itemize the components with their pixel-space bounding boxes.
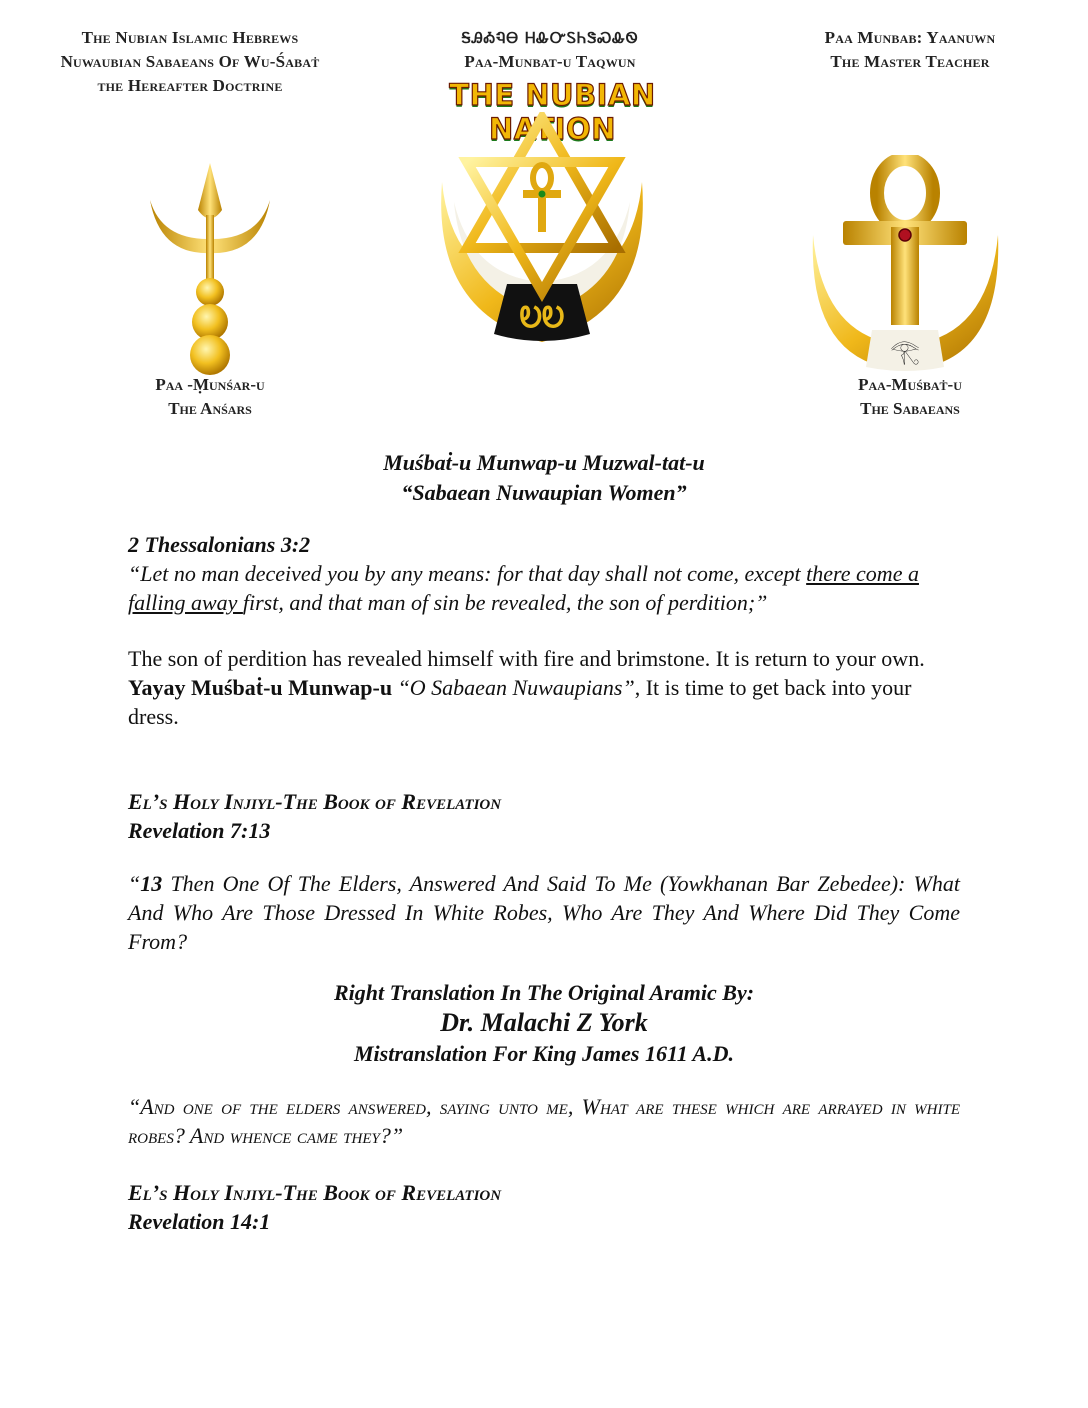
verse-number: 13 xyxy=(140,871,163,896)
translation-credit xyxy=(128,978,960,1068)
translation-credit-line1: Right Translation In The Original Aramic By: xyxy=(333,980,755,1005)
scripture-revelation-heading xyxy=(128,787,960,845)
book-title: El’s Holy Injiyl-The Book of Revelation xyxy=(128,789,502,814)
kjv-quote-text: “And one of the elders answered, saying unto me, What are these which are arrayed in white robes? And whence came they?” xyxy=(128,1094,960,1148)
header-right-line1: Paa Munbab: Yaanuwn xyxy=(824,28,996,47)
scripture-quote xyxy=(128,559,960,617)
kjv-quote xyxy=(128,1092,960,1150)
sabaean-caption-line1: Paa-Muśbaṫ-u xyxy=(858,375,962,394)
nation-title-logo: THE NUBIAN NATION xyxy=(449,78,656,146)
svg-text:𓂀: 𓂀 xyxy=(890,337,920,365)
document-title-line1: Muśbaṫ-u Munwap-u Muzwal-tat-u xyxy=(383,450,705,475)
translation-credit-line3: Mistranslation For King James 1611 A.D. xyxy=(353,1041,734,1066)
commentary-call-rest: , It is time to get back into your dress. xyxy=(128,675,912,729)
sabaean-ankh-emblem-icon xyxy=(808,155,1003,375)
header-right xyxy=(780,26,1040,74)
quote-part-b: first, and that man of sin be revealed, the son of perdition;” xyxy=(242,590,768,615)
nubian-nation-star-emblem-icon xyxy=(432,112,652,352)
header-center-line1: Paa-Munbat-u Taqwun xyxy=(464,52,636,71)
translation-credit-author: Dr. Malachi Z York xyxy=(440,1008,648,1037)
header-right-line2: The Master Teacher xyxy=(830,52,990,71)
sabaean-caption-line2: The Sabaeans xyxy=(860,399,960,418)
revelation-verse-text xyxy=(128,869,960,956)
sabaean-caption xyxy=(810,373,1010,421)
verse-body: Then One Of The Elders, Answered And Said To Me (Yowkhanan Bar Zebedee): What And Who Are Those Dressed In White Robes, Who Are They And Where Did They Come From? xyxy=(128,871,960,954)
document-title-line2: “Sabaean Nuwaupian Women” xyxy=(401,480,687,505)
scripture-reference: Revelation 14:1 xyxy=(128,1209,271,1234)
verse-open-quote: “ xyxy=(128,871,141,896)
commentary-call xyxy=(128,673,960,731)
book-title: El’s Holy Injiyl-The Book of Revelation xyxy=(128,1180,502,1205)
header-center xyxy=(400,26,700,74)
commentary xyxy=(128,644,960,731)
header-left-line3: the Hereafter Doctrine xyxy=(97,76,283,95)
header-center-script: ᎦᎯᎣᏄᎾ ᎻᎲᏅᏚᏂᏕᏍᎲᏫ xyxy=(461,29,639,47)
quote-underlined: there come a falling away xyxy=(128,561,919,615)
header-left xyxy=(30,26,350,98)
scripture-reference: 2 Thessalonians 3:2 xyxy=(128,532,311,557)
ansar-caption-line2: The Anśars xyxy=(168,399,252,418)
svg-text:ᎧᎧ: ᎧᎧ xyxy=(519,301,565,334)
scripture-reference: Revelation 7:13 xyxy=(128,818,271,843)
ansar-caption-line1: Paa -Ṃunśar-u xyxy=(155,375,265,394)
ansar-caption xyxy=(110,373,310,421)
revelation-verse xyxy=(128,869,960,956)
commentary-call-italic: “O Sabaean Nuwaupians” xyxy=(392,675,635,700)
scripture-thessalonians xyxy=(128,530,960,617)
document-title xyxy=(128,448,960,508)
header-left-line2: Nuwaubian Sabaeans Of Wu-Śabaṫ xyxy=(60,52,320,71)
header-left-line1: The Nubian Islamic Hebrews xyxy=(81,28,299,47)
quote-part-a: “Let no man deceived you by any means: for that day shall not come, except xyxy=(128,561,807,586)
ansar-trident-emblem-icon xyxy=(140,155,280,375)
scripture-revelation-heading-2 xyxy=(128,1178,960,1236)
commentary-paragraph: The son of perdition has revealed himself with fire and brimstone. It is return to your own. xyxy=(128,646,925,671)
commentary-call-bold: Yayay Muśbaṫ-u Munwap-u xyxy=(128,675,393,700)
